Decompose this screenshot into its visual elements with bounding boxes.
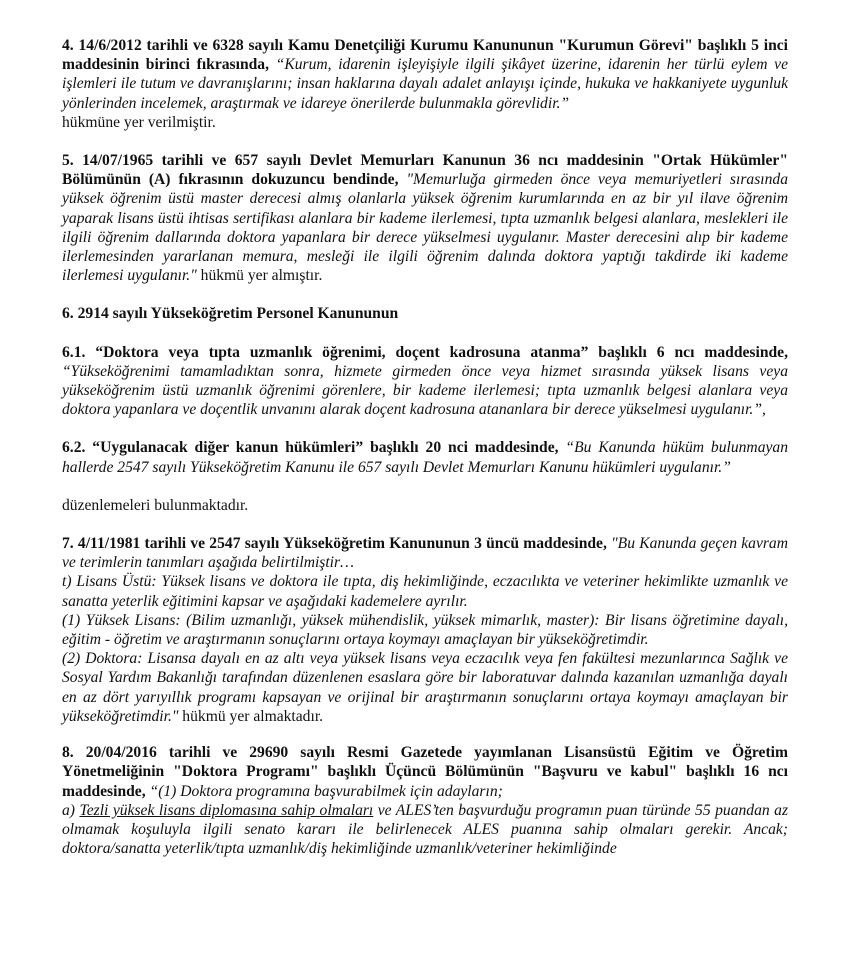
section-8 xyxy=(62,743,788,858)
section-6-1 xyxy=(62,343,788,420)
section-6-2-quote: “Bu Kanunda hüküm bulunmayan hallerde 2547 sayılı Yükseköğretim Kanunu ile 657 sayılı Devlet Memurları Kanunu hükümleri uygulanır.” xyxy=(62,439,789,476)
section-4-quote: “Kurum, idarenin işleyişiyle ilgili şikâyet üzerine, idarenin her türlü eylem ve işlemleri ile tutum ve davranışlarını; insan haklarına dayalı adalet anlayışı içinde, hukuka ve hakkaniyete uygunluk yönlerinden incelemek, araştırmak ve idareye önerilerde bulunmakla görevlidir.” xyxy=(62,56,788,112)
section-7-lead: 7. 4/11/1981 tarihli ve 2547 sayılı Yükseköğretim Kanununun 3 üncü maddesinde, xyxy=(62,535,607,553)
section-6-2-lead: 6.2. “Uygulanacak diğer kanun hükümleri” başlıklı 20 nci maddesinde, xyxy=(62,439,559,457)
section-6-1-quote: “Yükseköğrenimi tamamladıktan sonra, hizmete girmeden önce veya hizmet sırasında yüksek lisans veya yükseköğrenim üstü uzmanlık öğrenimi görenlere, bir kademe ilerlemesi; tıpta uzmanlık belgesi alanlara veya doktora yapanlara ve doçentlik unvanını alarak doçent kadrosuna atananlara bir derece yükselmesi uygulanır.”, xyxy=(62,362,788,419)
section-6-closing xyxy=(62,496,788,515)
section-5-tail: hükmü yer almıştır. xyxy=(196,267,323,285)
section-6-2 xyxy=(62,438,788,476)
section-8-quote: “(1) Doktora programına başvurabilmek için adayların; xyxy=(145,782,503,800)
section-7-tail: hükmü yer almaktadır. xyxy=(178,707,324,725)
section-7-item-1: (1) Yüksek Lisans: (Bilim uzmanlığı, yüksek mühendislik, yüksek mimarlık, master): Bir lisans öğretimine dayalı, eğitim - öğretim ve araştırmanın sonuçlarını ortaya koymayı amaçlayan bir yükseköğretimdir. xyxy=(62,611,788,649)
section-8-lead: 8. 20/04/2016 tarihli ve 29690 sayılı Resmi Gazetede yayımlanan Lisansüstü Eğitim ve Öğretim Yönetmeliğinin "Doktora Programı" başlıklı Üçüncü Bölümünün "Başvuru ve kabul" başlıklı 16 ncı maddesinde, xyxy=(62,744,788,800)
section-7 xyxy=(62,534,788,726)
section-6-closing-text: düzenlemeleri bulunmaktadır. xyxy=(62,496,249,514)
section-4-tail: hükmüne yer verilmiştir. xyxy=(62,113,216,131)
section-7-item-t: t) Lisans Üstü: Yüksek lisans ve doktora ile tıpta, diş hekimliğinde, eczacılıkta ve veteriner hekimlikte uzmanlık ve sanatta yeterlik eğitimini kapsar ve aşağıdaki kademelere ayrılır. xyxy=(62,573,788,610)
section-5 xyxy=(62,151,788,285)
section-8-item-a-underlined: Tezli yüksek lisans diplomasına sahip olmaları xyxy=(79,801,374,819)
section-8-item-a-rest: ve ALES’ten başvurduğu programın puan türünde 55 puandan az olmamak koşuluyla ilgili senato kararı ile belirlenecek ALES puanına sahip olmaları gerekir. Ancak; doktora/sanatta yeterlik/tıpta uzmanlık/diş hekimliğinde uzmanlık/veteriner hekimliğinde xyxy=(62,801,789,858)
section-5-quote: "Memurluğa girmeden önce veya memuriyetleri sırasında yüksek öğrenim üstü master derecesi almış olanlarla yüksek öğrenim kurumlarında en az bir yıl ilave öğrenim yaparak lisans üstü ihtisas sertifikası alanlara bir kademe ilerlemesi, tıpta uzmanlık belgesi alanlara, meslekleri ile ilgili öğrenim dallarında doktora yapanlara bir derece yükselmesi uygulanır. Master derecesini alıp bir kademe ilerlemesinden yararlanan memura, mesleği ile ilgili öğrenim dalında doktora yaptığı takdirde iki kademe ilerlemesi uygulanır." xyxy=(62,171,788,285)
section-7-quote: "Bu Kanunda geçen kavram ve terimlerin tanımları aşağıda belirtilmiştir… xyxy=(62,535,788,572)
section-8-item-a-prefix: a) xyxy=(62,801,80,819)
section-6-1-lead: 6.1. “Doktora veya tıpta uzmanlık öğrenimi, doçent kadrosuna atanma” başlıklı 6 ncı maddesinde, xyxy=(62,343,788,361)
section-4 xyxy=(62,36,788,132)
section-6-heading xyxy=(62,304,788,323)
section-5-lead: 5. 14/07/1965 tarihli ve 657 sayılı Devlet Memurları Kanunun 36 ncı maddesinin "Ortak Hükümler" Bölümünün (A) fıkrasının dokuzuncu bendinde, xyxy=(62,152,788,189)
section-6-heading-text: 6. 2914 sayılı Yükseköğretim Personel Kanununun xyxy=(62,305,399,323)
section-4-lead: 4. 14/6/2012 tarihli ve 6328 sayılı Kamu Denetçiliği Kurumu Kanununun "Kurumun Görevi" başlıklı 5 inci maddesinin birinci fıkrasında, xyxy=(62,37,788,74)
section-7-item-2: (2) Doktora: Lisansa dayalı en az altı veya yüksek lisans veya eczacılık veya fen fakültesi mezunlarınca Sağlık ve Sosyal Yardım Bakanlığı tarafından düzenlenen esaslara göre bir laboratuvar dalında kazanılan uzmanlığa dayalı en az dört yarıyıllık programı kapsayan ve orijinal bir araştırmanın sonuçlarını ortaya koymayı amaçlayan bir yükseköğretimdir." xyxy=(62,650,788,725)
